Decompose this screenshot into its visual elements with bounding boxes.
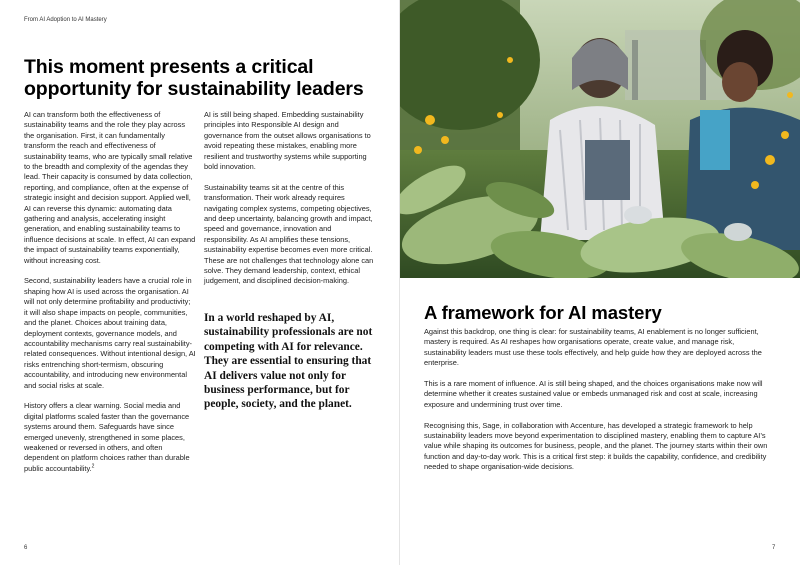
body-paragraph: Second, sustainability leaders have a crucial role in shaping how AI is used across the organisation. AI will not only determine profitability and productivity; it will also shape impacts on people, communities, and the planet. Choices about training data, deployment contexts, governance models, and accountability mechanisms carry real sustainability-related consequences. Without intentional design, AI risks entrenching short-termism, obscuring accountability, and introducing new environmental and social risks at scale. (24, 276, 196, 390)
body-column-1 (24, 110, 196, 485)
page-title-line-1: This moment presents a critical (24, 56, 314, 78)
section-title: A framework for AI mastery (424, 302, 662, 323)
body-paragraph-text: History offers a clear warning. Social media and digital platforms scaled faster than the governance systems around them. Safeguards have since emerged unevenly, strengthened in some places, weakened or reversed in others, and often dependent on platform choices rather than durable public accountability. (24, 401, 190, 473)
body-paragraph (24, 401, 196, 474)
body-paragraph: AI can transform both the effectiveness of sustainability teams and the role they play across the organisation. First, it can fundamentally transform the reach and effectiveness of sustainability teams, who are typically small relative to the breadth and complexity of the agendas they lead. Their capacity is consumed by data collection, reporting, and compliance, often at the expense of strategic insight and decision support. Applied well, AI can reverse this dynamic: automating data gathering and analysis, accelerating insight generation, and enabling sustainability teams to influence decisions at scale. In effect, AI can expand the impact of sustainability teams exponentially, without increasing cost. (24, 110, 196, 265)
page-title (24, 56, 384, 100)
gardening-photo (400, 0, 800, 278)
right-body-text (424, 327, 772, 483)
body-paragraph: This is a rare moment of influence. AI is still being shaped, and the choices organisations make now will determine whether it creates sustained value or embeds unmanaged risk and cost at scale, increasing exposure and undermining trust over time. (424, 379, 763, 409)
body-paragraph: Recognising this, Sage, in collaboration with Accenture, has developed a strategic framework to help sustainability leaders move beyond experimentation to disciplined mastery, enabling them to capture AI’s value while shaping its outcomes for business, people, and the planet. The journey starts within their own function and day-to-day work. This is a critical first step: it builds the capability, confidence, and credibility needed to shape organisation-wide decisions. (424, 420, 768, 472)
body-paragraph: Sustainability teams sit at the centre of this transformation. Their work already requires navigating complex systems, competing objectives, and deep uncertainty, balancing growth and impact, speed and governance, innovation and responsibility. As AI amplifies these tensions, sustainability expertise becomes even more critical. These are not challenges that technology alone can solve. They demand leadership, context, ethical judgement, and disciplined decision-making. (204, 182, 374, 286)
pull-quote: In a world reshaped by AI, sustainability professionals are not competing with AI for relevance. They are essential to ensuring that AI delivers value not only for business performance, but for people, society, and the planet. (204, 312, 373, 411)
page-number-left: 6 (24, 545, 28, 551)
footnote-marker[interactable]: 2 (91, 463, 95, 470)
page-title-line-2: opportunity for sustainability leaders (24, 78, 364, 100)
body-paragraph: AI is still being shaped. Embedding sustainability principles into Responsible AI design and governance from the outset allows organisations to avoid repeating these mistakes, enabling more resilient and trustworthy systems while supporting bold innovation. (204, 110, 371, 172)
page-number-right: 7 (772, 545, 776, 551)
body-column-2 (204, 110, 376, 297)
running-head: From AI Adoption to AI Mastery (24, 17, 107, 23)
body-paragraph: Against this backdrop, one thing is clear: for sustainability teams, AI enablement is no longer sufficient, mastery is required. As AI reshapes how organisations operate, create value, and manage risk, sustainability leaders must use these tools effectively, and help guide how they are deployed across the enterprise. (424, 327, 762, 368)
